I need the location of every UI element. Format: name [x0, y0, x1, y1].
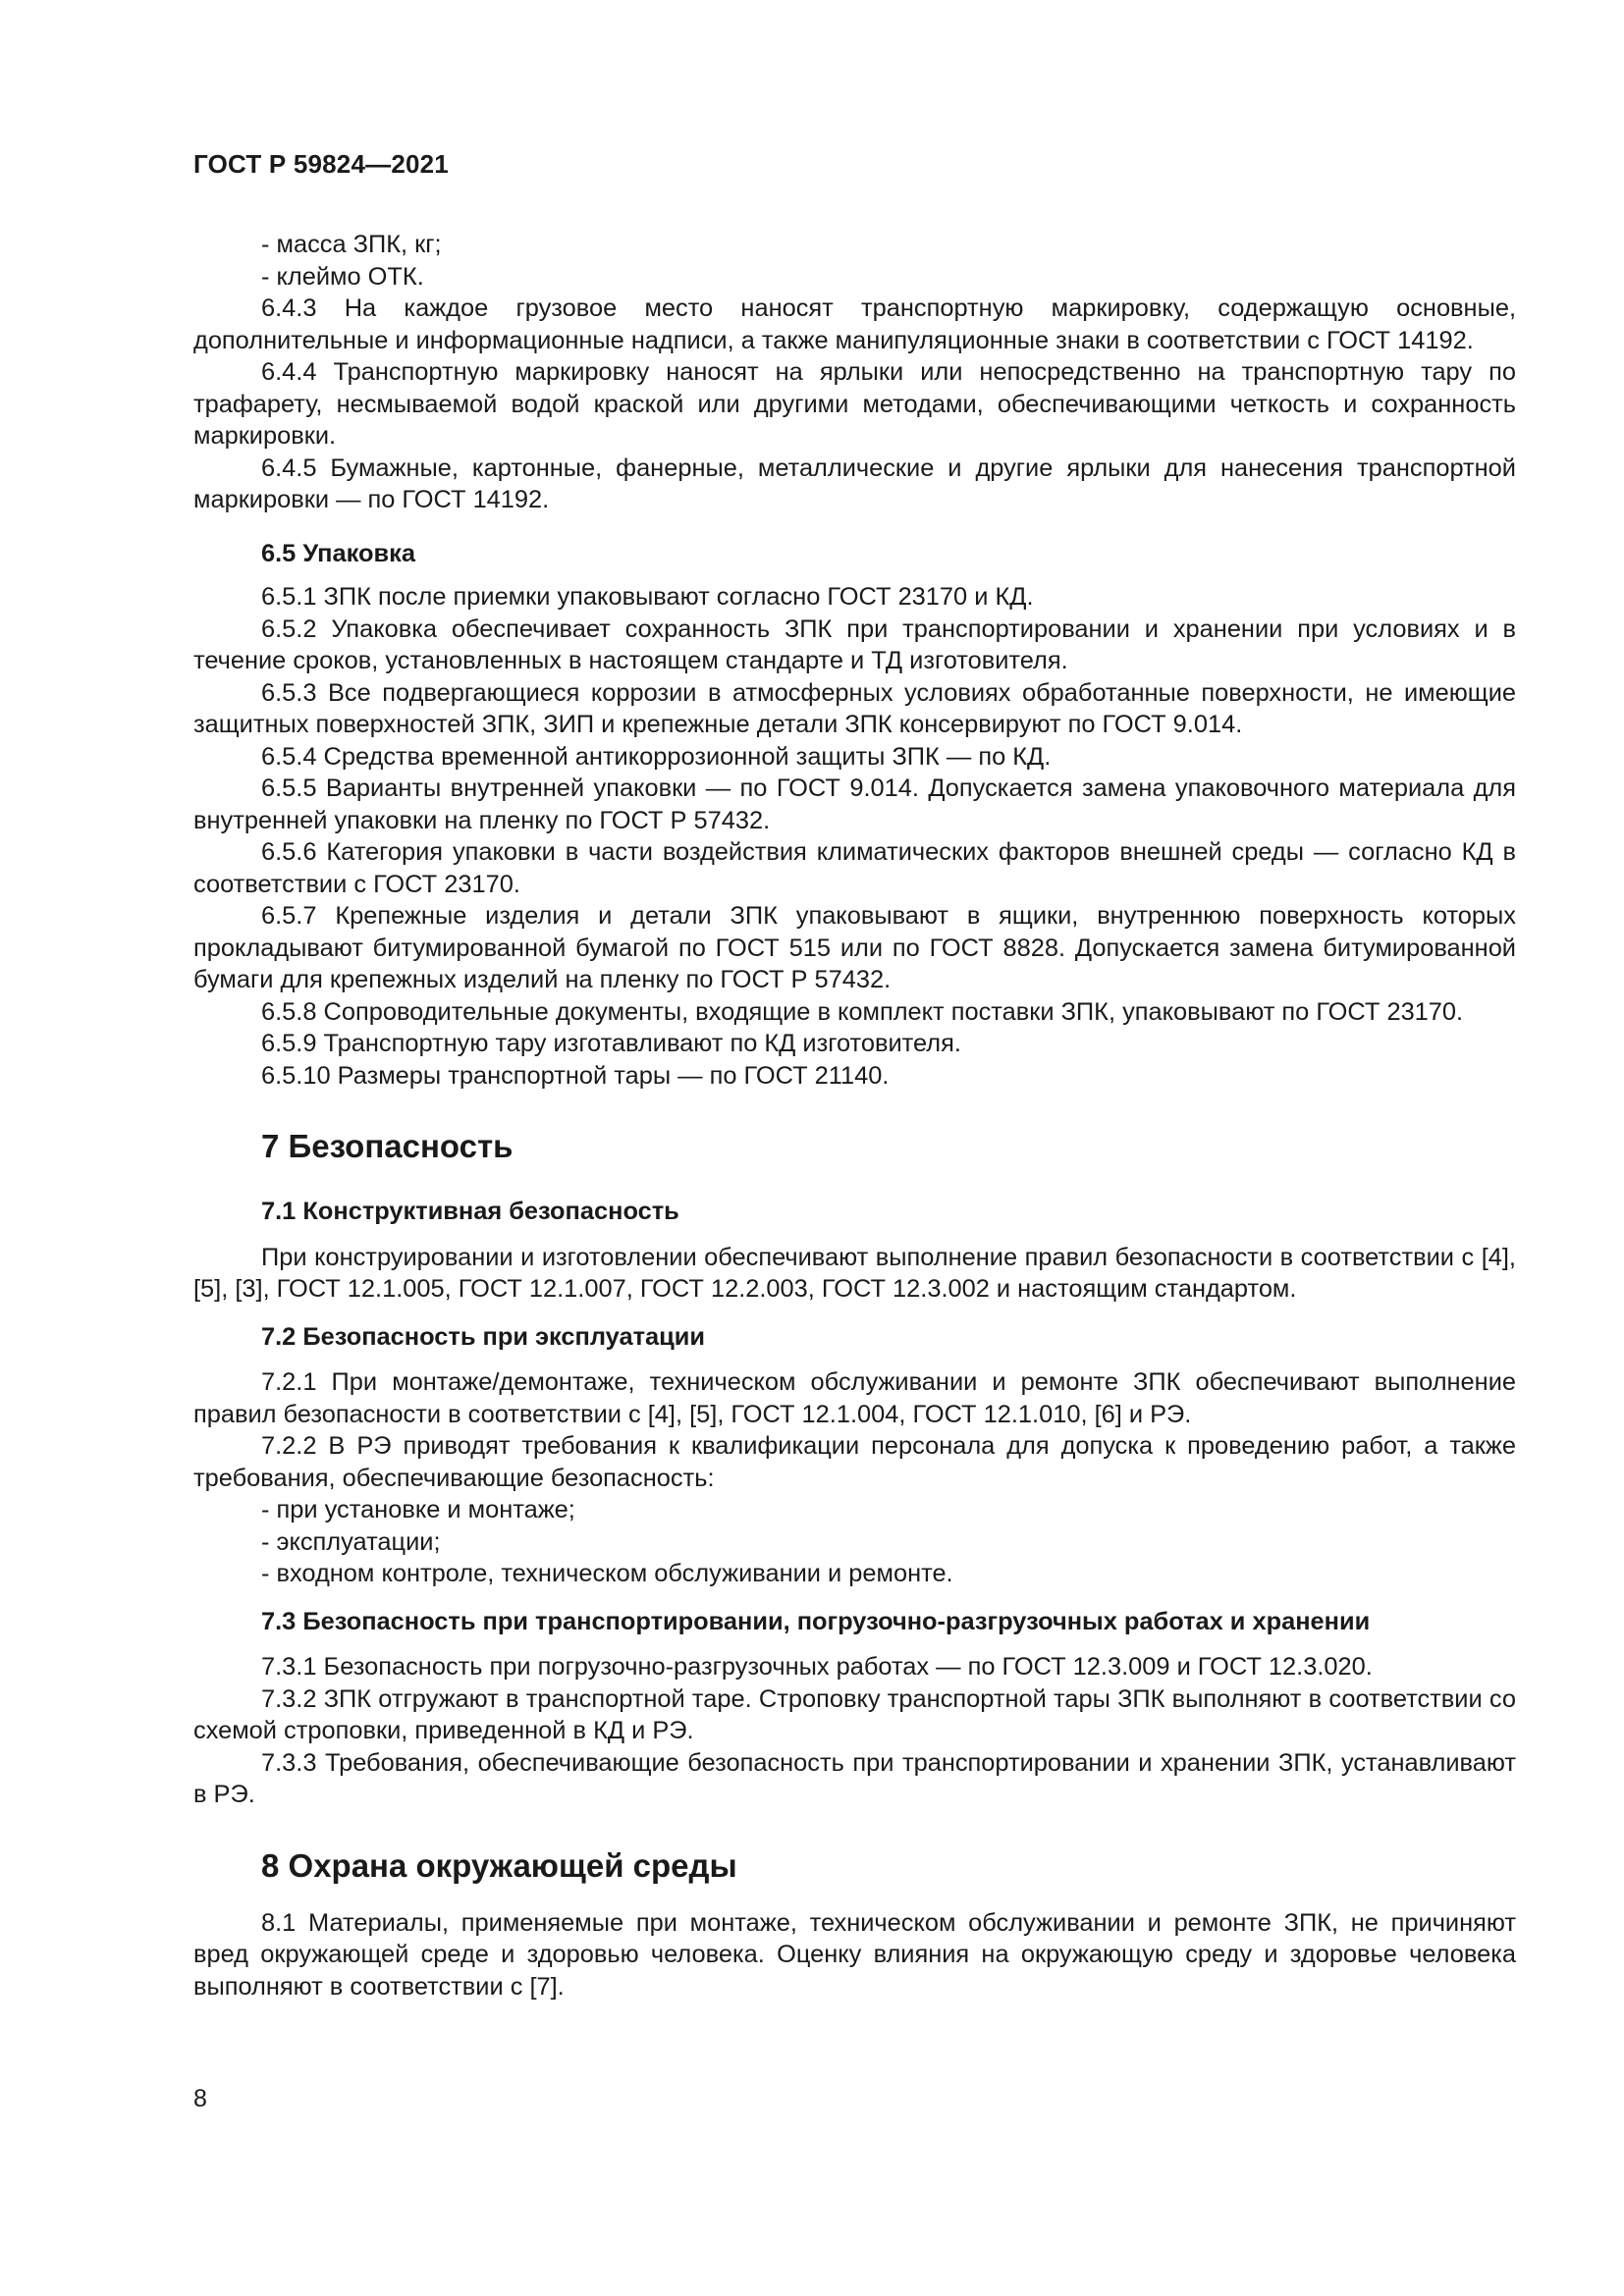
- paragraph-7-3-2: 7.3.2 ЗПК отгружают в транспортной таре. Строповку транспортной тары ЗПК выполняют в соответствии со схемой строповки, приведенной в КД и РЭ.: [193, 1684, 1516, 1744]
- list-item: - клеймо ОТК.: [261, 262, 424, 291]
- list-item: - масса ЗПК, кг;: [261, 231, 442, 258]
- paragraph-6-5-2: 6.5.2 Упаковка обеспечивает сохранность ЗПК при транспортировании и хранении при условиях и в течение сроков, установленных в настоящем стандарте и ТД изготовителя.: [193, 614, 1516, 674]
- document-header: ГОСТ Р 59824—2021: [193, 149, 449, 179]
- paragraph-6-5-8: 6.5.8 Сопроводительные документы, входящие в комплект поставки ЗПК, упаковывают по ГОСТ 23170.: [261, 997, 1464, 1026]
- paragraph-6-5-3: 6.5.3 Все подвергающиеся коррозии в атмосферных условиях обработанные поверхности, не имеющие защитных поверхностей ЗПК, ЗИП и крепежные детали ЗПК консервируют по ГОСТ 9.014.: [193, 678, 1516, 738]
- section-title-8: 8 Охрана окружающей среды: [261, 1846, 737, 1884]
- paragraph-7-1: При конструировании и изготовлении обеспечивают выполнение правил безопасности в соответствии с [4], [5], [3], ГОСТ 12.1.005, ГОСТ 12.1.007, ГОСТ 12.2.003, ГОСТ 12.3.002 и настоящим стандартом.: [193, 1243, 1516, 1303]
- paragraph-7-3-3: 7.3.3 Требования, обеспечивающие безопасность при транспортировании и хранении ЗПК, устанавливают в РЭ.: [193, 1748, 1516, 1808]
- paragraph-6-5-5: 6.5.5 Варианты внутренней упаковки — по ГОСТ 9.014. Допускается замена упаковочного материала для внутренней упаковки на пленку по ГОСТ Р 57432.: [193, 774, 1516, 834]
- paragraph-6-5-7: 6.5.7 Крепежные изделия и детали ЗПК упаковывают в ящики, внутреннюю поверхность которых прокладывают битумированной бумагой по ГОСТ 515 или по ГОСТ 8828. Допускается замена битумированной бумаги для крепежных изделий на пленку по ГОСТ Р 57432.: [193, 902, 1516, 993]
- paragraph-7-2-2: 7.2.2 В РЭ приводят требования к квалификации персонала для допуска к проведению работ, а также требования, обеспечивающие безопасность:: [193, 1432, 1516, 1492]
- paragraph-6-4-3: 6.4.3 На каждое грузовое место наносят транспортную маркировку, содержащую основные, дополнительные и информационные надписи, а также манипуляционные знаки в соответствии с ГОСТ 14192.: [193, 294, 1516, 354]
- paragraph-6-5-9: 6.5.9 Транспортную тару изготавливают по КД изготовителя.: [261, 1030, 961, 1057]
- list-item: - эксплуатации;: [261, 1527, 441, 1556]
- paragraph-7-3-1: 7.3.1 Безопасность при погрузочно-разгрузочных работах — по ГОСТ 12.3.009 и ГОСТ 12.3.020.: [261, 1653, 1373, 1681]
- section-title-7: 7 Безопасность: [261, 1128, 514, 1164]
- subsection-title-7-2: 7.2 Безопасность при эксплуатации: [261, 1322, 705, 1351]
- subsection-title-7-1: 7.1 Конструктивная безопасность: [261, 1198, 679, 1225]
- page-body: [193, 229, 1516, 2002]
- paragraph-6-4-5: 6.4.5 Бумажные, картонные, фанерные, металлические и другие ярлыки для нанесения транспортной маркировки — по ГОСТ 14192.: [193, 454, 1516, 513]
- paragraph-7-2-1: 7.2.1 При монтаже/демонтаже, техническом обслуживании и ремонте ЗПК обеспечивают выполнение правил безопасности в соответствии с [4], [5], ГОСТ 12.1.004, ГОСТ 12.1.010, [6] и РЭ.: [193, 1368, 1516, 1428]
- paragraph-6-5-6: 6.5.6 Категория упаковки в части воздействия климатических факторов внешней среды — согласно КД в соответствии с ГОСТ 23170.: [193, 838, 1516, 898]
- paragraph-6-4-4: 6.4.4 Транспортную маркировку наносят на ярлыки или непосредственно на транспортную тару по трафарету, несмываемой водой краской или другими методами, обеспечивающими четкость и сохранность маркировки.: [193, 358, 1516, 450]
- list-item: - при установке и монтаже;: [261, 1496, 575, 1523]
- page-number: 8: [193, 2085, 207, 2112]
- paragraph-6-5-10: 6.5.10 Размеры транспортной тары — по ГОСТ 21140.: [261, 1061, 890, 1090]
- paragraph-6-5-4: 6.5.4 Средства временной антикоррозионной защиты ЗПК — по КД.: [261, 742, 1052, 771]
- paragraph-6-5-1: 6.5.1 ЗПК после приемки упаковывают согласно ГОСТ 23170 и КД.: [261, 583, 1034, 611]
- paragraph-8-1: 8.1 Материалы, применяемые при монтаже, техническом обслуживании и ремонте ЗПК, не причиняют вред окружающей среде и здоровью человека. Оценку влияния на окружающую среду и здоровье человека выполняют в соответствии с [7].: [193, 1908, 1516, 2001]
- subsection-title-7-3: 7.3 Безопасность при транспортировании, погрузочно-разгрузочных работах и хранении: [261, 1607, 1371, 1635]
- list-item: - входном контроле, техническом обслуживании и ремонте.: [261, 1560, 953, 1587]
- subsection-title-6-5: 6.5 Упаковка: [261, 539, 415, 567]
